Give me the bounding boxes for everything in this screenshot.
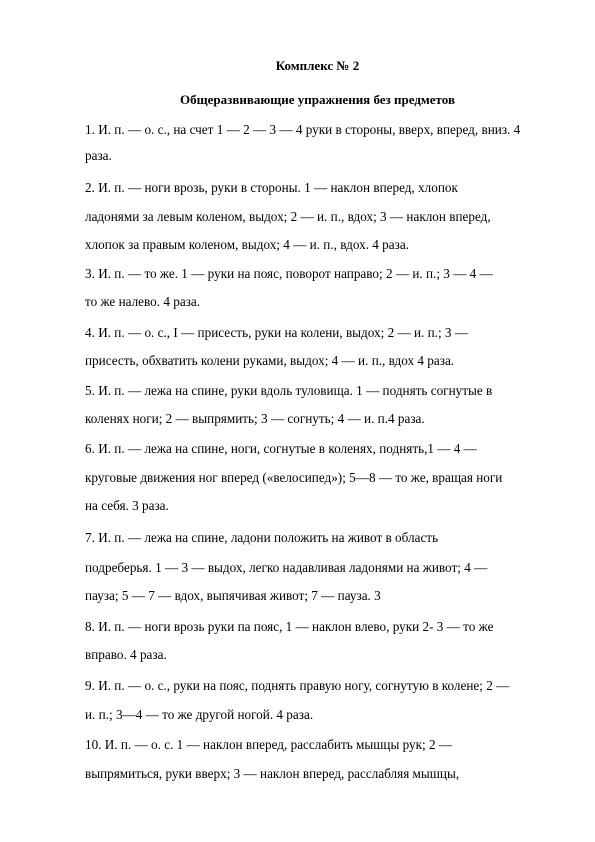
- text-line: 3. И. п. — то же. 1 — руки на пояс, поворот направо; 2 — и. п.; 3 — 4 —: [85, 266, 493, 281]
- text-line: раза.: [85, 148, 112, 163]
- document-subtitle: Общеразвивающие упражнения без предметов: [180, 92, 455, 107]
- text-line: на себя. 3 раза.: [85, 498, 169, 513]
- text-line: 4. И. п. — о. с., I — присесть, руки на колени, выдох; 2 — и. п.; 3 —: [85, 325, 468, 340]
- text-line: вправо. 4 раза.: [85, 647, 167, 662]
- text-line: 10. И. п. — о. с. 1 — наклон вперед, расслабить мышцы рук; 2 —: [85, 737, 453, 752]
- text-line: 5. И. п. — лежа на спине, руки вдоль туловища. 1 — поднять согнутые в: [85, 383, 493, 398]
- text-line: 7. И. п. — лежа на спине, ладони положить на живот в область: [85, 530, 439, 545]
- text-line: 9. И. п. — о. с., руки на пояс, поднять правую ногу, согнутую в колене; 2 —: [85, 678, 510, 693]
- text-line: присесть, обхватить колени руками, выдох; 4 — и. п., вдох 4 раза.: [85, 353, 455, 368]
- text-line: пауза; 5 — 7 — вдох, выпячивая живот; 7 — пауза. 3: [85, 588, 381, 603]
- text-line: 2. И. п. — ноги врозь, руки в стороны. 1 — наклон вперед, хлопок: [85, 180, 458, 195]
- text-line: 8. И. п. — ноги врозь руки па пояс, 1 — наклон влево, руки 2- 3 — то же: [85, 619, 494, 634]
- text-line: хлопок за правым коленом, выдох; 4 — и. п., вдох. 4 раза.: [85, 237, 409, 252]
- text-line: 6. И. п. — лежа на спине, ноги, согнутые в коленях, поднять,1 — 4 —: [85, 441, 477, 456]
- text-line: круговые движения ног вперед («велосипед»); 5—8 — то же, вращая ноги: [85, 470, 503, 485]
- text-line: коленях ноги; 2 — выпрямить; 3 — согнуть; 4 — и. п.4 раза.: [85, 411, 425, 426]
- document-title: Комплекс № 2: [275, 58, 360, 73]
- text-line: 1. И. п. — о. с., на счет 1 — 2 — 3 — 4 руки в стороны, вверх, вперед, вниз. 4: [85, 122, 521, 137]
- text-line: то же налево. 4 раза.: [85, 294, 201, 309]
- text-line: подреберья. 1 — 3 — выдох, легко надавливая ладонями на живот; 4 —: [85, 560, 488, 575]
- text-line: ладонями за левым коленом, выдох; 2 — и. п., вдох; 3 — наклон вперед,: [85, 209, 491, 224]
- text-line: и. п.; 3—4 — то же другой ногой. 4 раза.: [85, 707, 314, 722]
- text-line: выпрямиться, руки вверх; 3 — наклон вперед, расслабляя мышцы,: [85, 766, 460, 781]
